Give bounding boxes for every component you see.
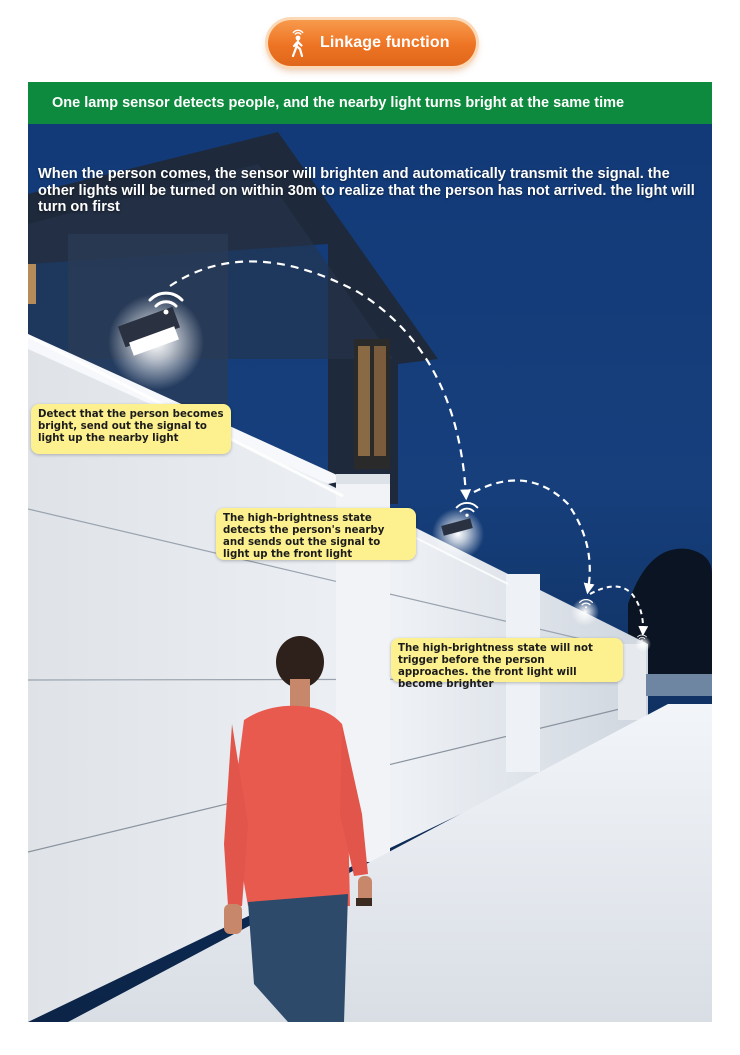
feature-banner — [28, 82, 712, 124]
lamp-4 — [635, 636, 651, 652]
lamp-1 — [108, 294, 204, 390]
callout-lamp-1: Detect that the person becomes bright, send out the signal to light up the nearby light — [31, 404, 231, 454]
walking-person-sensor-icon — [286, 27, 310, 59]
banner-text: One lamp sensor detects people, and the nearby light turns bright at the same time — [52, 95, 625, 111]
night-street-scene — [28, 124, 712, 1022]
lamp-3 — [571, 598, 599, 626]
linkage-function-badge — [268, 20, 476, 66]
intro-description: When the person comes, the sensor will brighten and automatically transmit the signal. the other lights will be turned on within 30m to realize that the person has not arrived. the light will turn on first — [38, 166, 695, 215]
callout-lamp-3: The high-brightness state will not trigger before the person approaches. the front light will become brighter — [391, 638, 623, 682]
badge-title: Linkage function — [320, 34, 450, 51]
callout-lamp-2: The high-brightness state detects the person's nearby and sends out the signal to light up the front light — [216, 508, 416, 560]
lamp-2 — [432, 508, 484, 560]
scene-illustration — [28, 124, 712, 1022]
